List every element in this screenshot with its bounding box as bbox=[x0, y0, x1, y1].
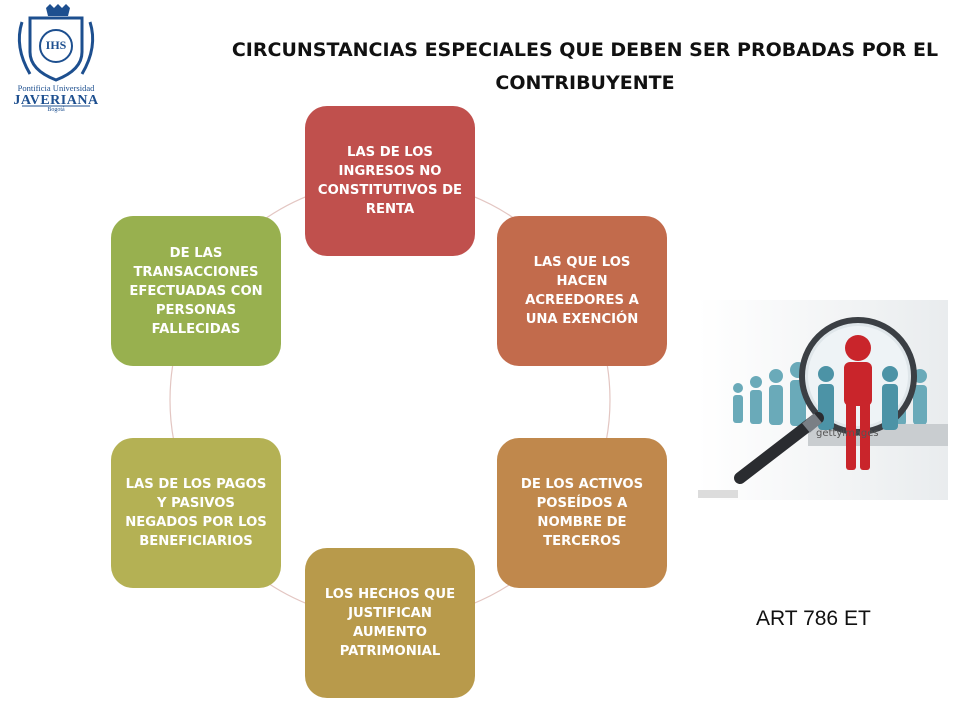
article-reference: ART 786 ET bbox=[756, 607, 871, 630]
cycle-node-pagos-pasivos: LAS DE LOS PAGOS Y PASIVOS NEGADOS POR LOS BENEFICIARIOS bbox=[111, 438, 281, 588]
logo-line2: JAVERIANA bbox=[13, 93, 99, 108]
cycle-node-exencion: LAS QUE LOS HACEN ACREEDORES A UNA EXENCIÓN bbox=[497, 216, 667, 366]
slide-title-line2: CONTRIBUYENTE bbox=[495, 72, 675, 94]
slide-title-line1: CIRCUNSTANCIAS ESPECIALES QUE DEBEN SER PROBADAS POR EL bbox=[231, 39, 939, 61]
cycle-node-ingresos: LAS DE LOS INGRESOS NO CONSTITUTIVOS DE RENTA bbox=[305, 106, 475, 256]
logo-line1: Pontificia Universidad bbox=[17, 83, 95, 93]
logo-seal-text: IHS bbox=[45, 38, 67, 52]
cycle-node-activos: DE LOS ACTIVOS POSEÍDOS A NOMBRE DE TERCEROS bbox=[497, 438, 667, 588]
magnifying-glass-people-image bbox=[698, 300, 948, 500]
cycle-node-personas-fallecidas: DE LAS TRANSACCIONES EFECTUADAS CON PERSONAS FALLECIDAS bbox=[111, 216, 281, 366]
getty-watermark: gettyimages bbox=[816, 428, 879, 439]
cycle-node-aumento-patrimonial: LOS HECHOS QUE JUSTIFICAN AUMENTO PATRIMONIAL bbox=[305, 548, 475, 698]
logo-line3: Bogotá bbox=[47, 107, 65, 113]
